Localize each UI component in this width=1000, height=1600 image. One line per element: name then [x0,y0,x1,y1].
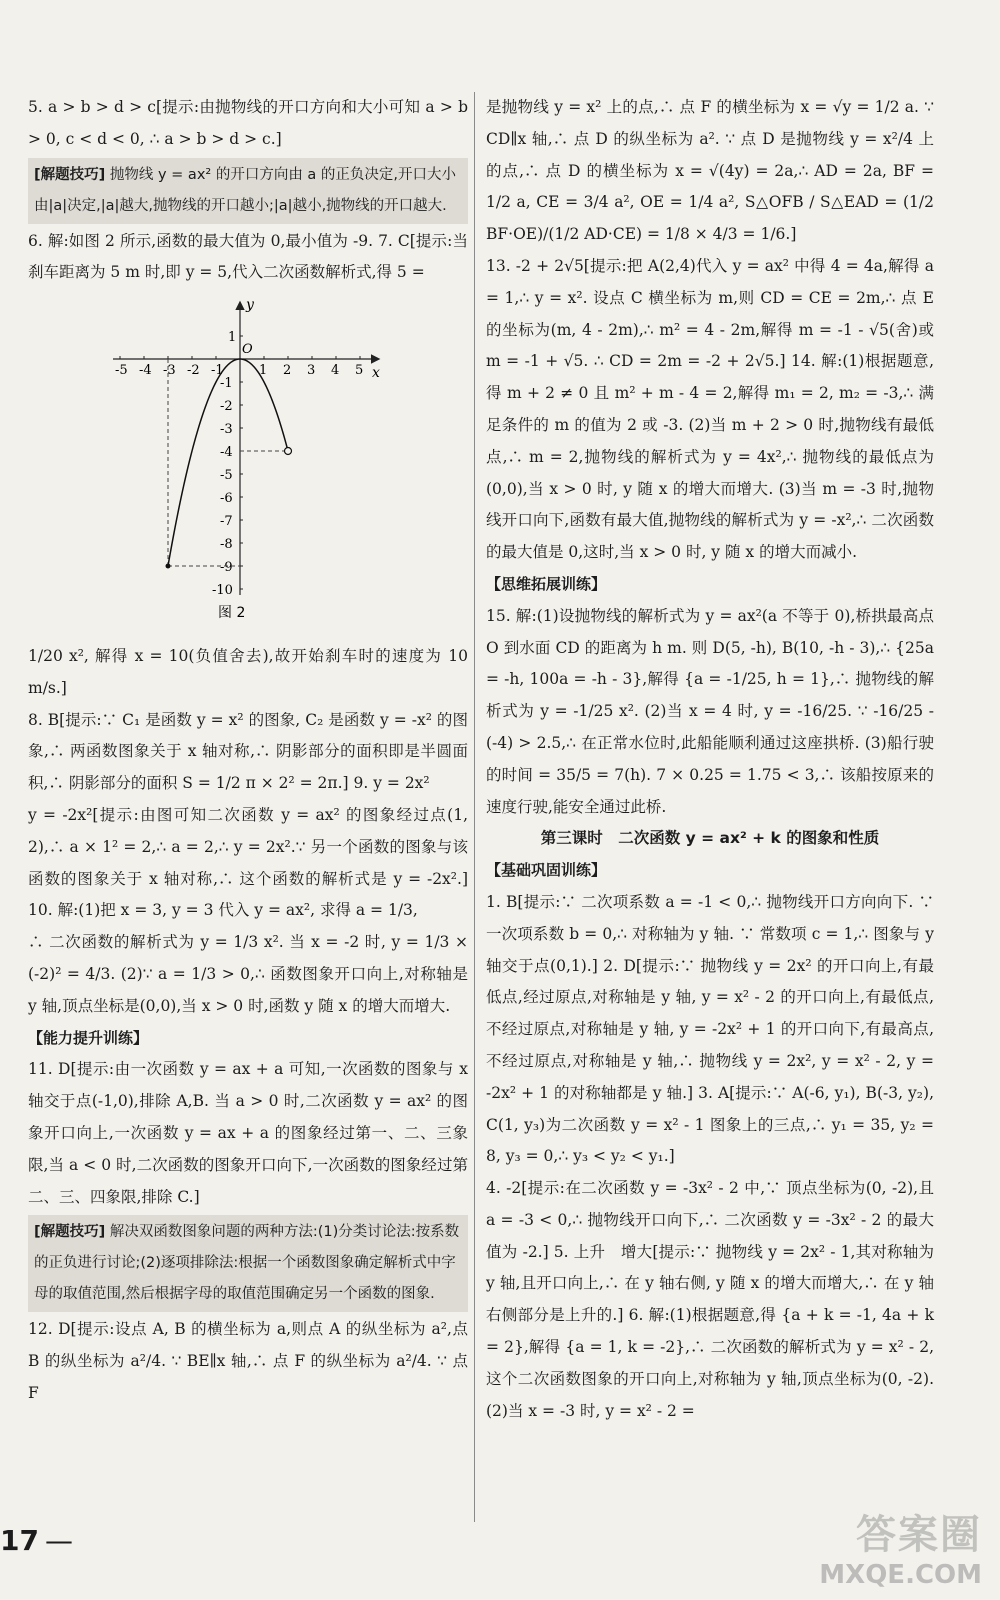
right-column [486,92,934,1427]
tip-box-2 [28,1215,468,1312]
y-tick-label: -8 [220,537,233,553]
x-tick-label: 3 [307,363,316,379]
x-tick-label: 4 [331,363,340,379]
x-tick-label: 5 [355,363,364,379]
open-endpoint [285,448,292,455]
watermark-text: 答案圈 [856,1512,982,1558]
lesson-title: 第三课时 二次函数 y = ax² + k 的图象和性质 [540,829,880,848]
x-axis-label: x [372,365,380,382]
answer-15: 15. 解:(1)设抛物线的解析式为 y = ax²(a 不等于 0),桥拱最高点 O 到水面 CD 的距离为 h m. 则 D(5, -h), B(10, -h - 3),∴ {25a = -h, 100a = -h - 3},解得 {a = -1/25, h = 1},∴ 抛物线的解析式为 y = -1/25 x². (2)当 x = 4 时, y = -16/25. ∵ -16/25 - (-4) > 2.5,∴ 在正常水位时,此船能顺利通过这座拱桥. (3)船行驶的时间 = 35/5 = 7(h). 7 × 0.25 = 1.75 < 3,∴ 该船按原来的速度行驶,能安全通过此桥. [486,606,934,816]
tip-text: 解决双函数图象问题的两种方法:(1)分类讨论法:按系数的正负进行讨论;(2)逐项排除法:根据一个函数图象确定解析式中字母的取值范围,然后根据字母的取值范围确定另一个函数的图象. [34,1224,460,1303]
answer-6-7: 6. 解:如图 2 所示,函数的最大值为 0,最小值为 -9. 7. C[提示:当刹车距离为 5 m 时,即 y = 5,代入二次函数解析式,得 5 = [28,231,468,282]
answers-4-6: 4. -2[提示:在二次函数 y = -3x² - 2 中,∵ 顶点坐标为(0, -2),且 a = -3 < 0,∴ 抛物线开口向下,∴ 二次函数 y = -3x² - 2 的最大值为 -2.] 5. 上升 增大[提示:∵ 抛物线 y = 2x² - 1,其对称轴为 y 轴,且开口向上,∴ 在 y 轴右侧, y 随 x 的增大而增大,∴ 在 y 轴右侧部分是上升的.] 6. 解:(1)根据题意,得 {a + k = -1, 4a + k = 2},解得 {a = 1, k = -2},∴ 二次函数的解析式为 y = x² - 2,这个二次函数图象的开口向上,对称轴为 y 轴,顶点坐标为(0, -2). (2)当 x = -3 时, y = x² - 2 = [486,1179,934,1420]
y-tick-label: -9 [220,560,233,576]
answers-1-3: 1. B[提示:∵ 二次项系数 a = -1 < 0,∴ 抛物线开口方向向下. ∵ 一次项系数 b = 0,∴ 对称轴为 y 轴. ∵ 常数项 c = 1,∴ 图象与 y 轴交于点(0,1).] 2. D[提示:∵ 抛物线 y = 2x² 的开口向上,有最低点,经过原点,对称轴是 y 轴, y = x² - 2 的开口向上,有最低点,不经过原点,对称轴是 y 轴, y = -2x² + 1 的开口向下,有最高点,不经过原点,对称轴是 y 轴,∴ 抛物线 y = 2x², y = x² - 2, y = -2x² + 1 的对称轴都是 y 轴.] 3. A[提示:∵ A(-6, y₁), B(-3, y₂), C(1, y₃)为二次函数 y = x² - 1 图象上的三点,∴ y₁ = 35, y₂ = 8, y₃ = 0,∴ y₃ < y₂ < y₁.] [486,892,934,1166]
y-tick-label: -7 [220,514,233,530]
parabola-graph [28,295,468,625]
x-tick-label: -3 [163,363,176,379]
tip-title: [解题技巧] [34,166,106,183]
y-tick-label: 1 [228,330,237,346]
answer-5: 5. a > b > d > c[提示:由抛物线的开口方向和大小可知 a > b > 0, c < d < 0, ∴ a > b > d > c.] [28,98,468,148]
left-column [28,92,468,1410]
section-ability-training: 【能力提升训练】 [28,1028,149,1047]
answer-13-14: 13. -2 + 2√5[提示:把 A(2,4)代入 y = ax² 中得 4 = 4a,解得 a = 1,∴ y = x². 设点 C 横坐标为 m,则 CD = CE = 2m,∴ 点 E 的坐标为(m, 4 - 2m),∴ m² = 4 - 2m,解得 m = -1 - √5(舍)或 m = -1 + √5. ∴ CD = 2m = -2 + 2√5.] 14. 解:(1)根据题意,得 m + 2 ≠ 0 且 m² + m - 4 = 2,解得 m₁ = 2, m₂ = -3,∴ 满足条件的 m 的值为 2 或 -3. (2)当 m + 2 > 0 时,抛物线有最低点,∴ m = 2,抛物线的解析式为 y = 4x²,∴ 抛物线的最低点为(0,0),当 x > 0 时, y 随 x 的增大而增大. (3)当 m = -3 时,抛物线开口向下,函数有最大值,抛物线的解析式为 y = -x²,∴ 二次函数的最大值是 0,这时,当 x > 0 时, y 随 x 的增大而减小. [486,256,934,562]
tip-box-1 [28,158,468,224]
closed-endpoint [166,564,171,569]
column-divider [474,92,475,1522]
answer-12-cont: 是抛物线 y = x² 上的点,∴ 点 F 的横坐标为 x = √y = 1/2 a. ∵ CD∥x 轴,∴ 点 D 的纵坐标为 a². ∵ 点 D 是抛物线 y = x²/4 上的点,∴ 点 D 的横坐标为 x = √(4y) = 2a,∴ AD = 2a, BF = 1/2 a, CE = 3/4 a², OE = 1/4 a², S△OFB / S△EAD = (1/2 BF·OE)/(1/2 AD·CE) = 1/8 × 4/3 = 1/6.] [486,98,934,244]
answer-9-10: y = -2x²[提示:由图可知二次函数 y = ax² 的图象经过点(1, 2),∴ a × 1² = 2,∴ a = 2,∴ y = 2x².∵ 另一个函数的图象与该函数的图象关于 x 轴对称,∴ 这个函数的解析式是 y = -2x².] 10. 解:(1)把 x = 3, y = 3 代入 y = ax², 求得 a = 1/3, [28,805,468,920]
page-number: 17 — [0,1524,73,1557]
y-tick-label: -1 [220,376,233,392]
y-tick-label: -5 [220,468,233,484]
x-tick-label: -4 [139,363,152,379]
y-tick-label: -4 [220,445,233,461]
x-tick-label: 2 [283,363,292,379]
tip-title: [解题技巧] [34,1224,106,1241]
answer-11: 11. D[提示:由一次函数 y = ax + a 可知,一次函数的图象与 x 轴交于点(-1,0),排除 A,B. 当 a > 0 时,二次函数 y = ax² 的图象开口向上,一次函数 y = ax + a 的图象经过第一、二、三象限,当 a < 0 时,二次函数的图象开口向下,一次函数的图象经过第二、三、四象限,排除 C.] [28,1060,468,1206]
answer-12: 12. D[提示:设点 A, B 的横坐标为 a,则点 A 的纵坐标为 a²,点 B 的纵坐标为 a²/4. ∵ BE∥x 轴,∴ 点 F 的纵坐标为 a²/4. ∵ 点 F [28,1320,468,1402]
watermark-logo [819,1503,982,1590]
answer-7-end: 1/20 x², 解得 x = 10(负值舍去),故开始刹车时的速度为 10 m/s.] [28,646,468,697]
y-tick-label: -2 [220,399,233,415]
answer-8-9: 8. B[提示:∵ C₁ 是函数 y = x² 的图象, C₂ 是函数 y = -x² 的图象,∴ 两函数图象关于 x 轴对称,∴ 阴影部分的面积即是半圆面积,∴ 阴影部分的面积 S = 1/2 π × 2² = 2π.] 9. y = 2x² [28,710,468,793]
section-thinking-expansion: 【思维拓展训练】 [486,574,607,593]
section-basic-training: 【基础巩固训练】 [486,861,607,880]
y-tick-label: -6 [220,491,233,507]
y-tick-label: -3 [220,422,233,438]
figure-caption: 图 2 [218,605,246,622]
watermark-url: MXQE.COM [819,1560,982,1590]
x-tick-label: 1 [259,363,268,379]
x-tick-label: -5 [115,363,128,379]
y-axis-label: y [246,297,254,314]
x-tick-label: -2 [187,363,200,379]
tip-text: 抛物线 y = ax² 的开口方向由 a 的正负决定,开口大小由|a|决定,|a|越大,抛物线的开口越小;|a|越小,抛物线的开口越大. [34,166,457,214]
y-tick-label: -10 [212,583,233,599]
figure-2 [28,295,468,637]
x-tick-label: -1 [211,363,224,379]
answer-10-end: ∴ 二次函数的解析式为 y = 1/3 x². 当 x = -2 时, y = 1/3 × (-2)² = 4/3. (2)∵ a = 1/3 > 0,∴ 函数图象开口向上,对称轴是 y 轴,顶点坐标是(0,0),当 x > 0 时,函数 y 随 x 的增大而增大. [28,933,468,1015]
origin-label: O [242,342,253,358]
